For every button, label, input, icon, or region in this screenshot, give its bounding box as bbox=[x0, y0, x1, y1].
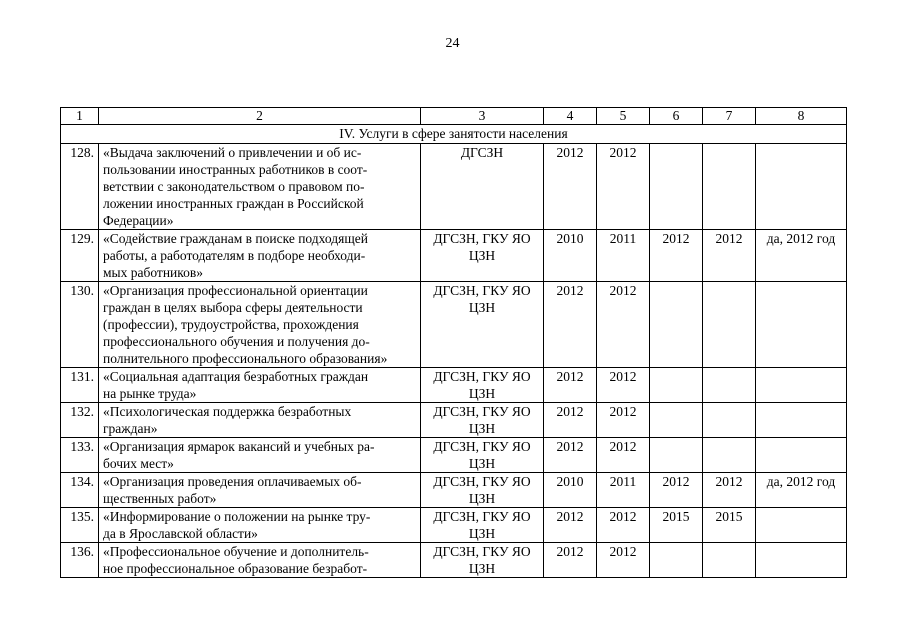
year-cell-5: 2012 bbox=[597, 508, 650, 543]
service-name-cell bbox=[99, 543, 421, 578]
responsible-org-cell bbox=[421, 368, 544, 403]
responsible-org-line: ДГСЗН, ГКУ ЯО bbox=[433, 231, 531, 246]
status-cell bbox=[756, 403, 847, 438]
responsible-org-cell bbox=[421, 144, 544, 230]
responsible-org-cell bbox=[421, 543, 544, 578]
year-cell-5: 2012 bbox=[597, 403, 650, 438]
column-header: 2 bbox=[99, 108, 421, 125]
year-cell-7 bbox=[703, 403, 756, 438]
status-cell: да, 2012 год bbox=[756, 230, 847, 282]
table-row bbox=[61, 282, 847, 368]
section-title: IV. Услуги в сфере занятости населения bbox=[61, 125, 847, 144]
service-name-line: «Профессиональное обучение и дополнитель- bbox=[103, 544, 369, 559]
year-cell-4: 2012 bbox=[544, 144, 597, 230]
status-cell bbox=[756, 368, 847, 403]
row-number: 135. bbox=[61, 508, 99, 543]
column-number-row bbox=[61, 108, 847, 125]
status-cell bbox=[756, 543, 847, 578]
service-name-line: ветствии с законодательством о правовом по- bbox=[103, 179, 365, 194]
year-cell-6: 2012 bbox=[650, 230, 703, 282]
service-name-line: «Организация профессиональной ориентации bbox=[103, 283, 368, 298]
year-cell-6: 2015 bbox=[650, 508, 703, 543]
year-cell-4: 2012 bbox=[544, 438, 597, 473]
column-header: 1 bbox=[61, 108, 99, 125]
row-number: 129. bbox=[61, 230, 99, 282]
responsible-org-cell bbox=[421, 403, 544, 438]
column-header: 4 bbox=[544, 108, 597, 125]
service-name-cell bbox=[99, 508, 421, 543]
year-cell-5: 2012 bbox=[597, 144, 650, 230]
row-number: 128. bbox=[61, 144, 99, 230]
responsible-org-line: ЦЗН bbox=[468, 300, 496, 315]
year-cell-5: 2011 bbox=[597, 473, 650, 508]
service-name-cell bbox=[99, 282, 421, 368]
year-cell-6 bbox=[650, 144, 703, 230]
responsible-org-line: ЦЗН bbox=[468, 456, 496, 471]
column-header: 8 bbox=[756, 108, 847, 125]
row-number: 134. bbox=[61, 473, 99, 508]
service-name-cell bbox=[99, 230, 421, 282]
service-name-line: пользовании иностранных работников в соот- bbox=[103, 162, 368, 177]
year-cell-5: 2012 bbox=[597, 543, 650, 578]
responsible-org-cell bbox=[421, 438, 544, 473]
responsible-org-line: ЦЗН bbox=[468, 561, 496, 576]
year-cell-5: 2012 bbox=[597, 438, 650, 473]
service-name-line: «Социальная адаптация безработных граждан bbox=[103, 369, 369, 384]
status-cell bbox=[756, 438, 847, 473]
services-table bbox=[60, 107, 847, 578]
responsible-org-line: ДГСЗН, ГКУ ЯО bbox=[433, 474, 531, 489]
column-header: 3 bbox=[421, 108, 544, 125]
year-cell-7 bbox=[703, 438, 756, 473]
responsible-org-cell bbox=[421, 508, 544, 543]
service-name-cell bbox=[99, 144, 421, 230]
service-name-line: ное профессиональное образование безработ- bbox=[103, 561, 368, 576]
service-name-cell bbox=[99, 438, 421, 473]
column-header: 6 bbox=[650, 108, 703, 125]
responsible-org-line: ЦЗН bbox=[468, 526, 496, 541]
service-name-line: «Организация ярмарок вакансий и учебных ра- bbox=[103, 439, 375, 454]
year-cell-4: 2010 bbox=[544, 473, 597, 508]
year-cell-7: 2015 bbox=[703, 508, 756, 543]
year-cell-6 bbox=[650, 543, 703, 578]
service-name-line: бочих мест» bbox=[103, 456, 174, 471]
responsible-org-line: ЦЗН bbox=[468, 491, 496, 506]
year-cell-6 bbox=[650, 438, 703, 473]
year-cell-4: 2012 bbox=[544, 543, 597, 578]
service-name-line: «Психологическая поддержка безработных bbox=[103, 404, 352, 419]
year-cell-7 bbox=[703, 543, 756, 578]
responsible-org-line: ЦЗН bbox=[468, 248, 496, 263]
service-name-line: «Выдача заключений о привлечении и об ис- bbox=[103, 145, 362, 160]
table-row bbox=[61, 508, 847, 543]
responsible-org-line: ДГСЗН bbox=[460, 145, 504, 160]
table-row bbox=[61, 403, 847, 438]
year-cell-5: 2012 bbox=[597, 282, 650, 368]
table-body bbox=[61, 108, 847, 578]
year-cell-6 bbox=[650, 282, 703, 368]
table-row bbox=[61, 473, 847, 508]
service-name-cell bbox=[99, 368, 421, 403]
row-number: 130. bbox=[61, 282, 99, 368]
responsible-org-line: ДГСЗН, ГКУ ЯО bbox=[433, 509, 531, 524]
year-cell-6: 2012 bbox=[650, 473, 703, 508]
year-cell-4: 2010 bbox=[544, 230, 597, 282]
status-cell bbox=[756, 144, 847, 230]
responsible-org-line: ДГСЗН, ГКУ ЯО bbox=[433, 404, 531, 419]
service-name-line: (профессии), трудоустройства, прохождения bbox=[103, 317, 359, 332]
year-cell-5: 2012 bbox=[597, 368, 650, 403]
year-cell-4: 2012 bbox=[544, 508, 597, 543]
year-cell-5: 2011 bbox=[597, 230, 650, 282]
year-cell-4: 2012 bbox=[544, 368, 597, 403]
table-row bbox=[61, 438, 847, 473]
responsible-org-line: ДГСЗН, ГКУ ЯО bbox=[433, 439, 531, 454]
service-name-line: полнительного профессионального образования» bbox=[103, 351, 388, 366]
year-cell-4: 2012 bbox=[544, 403, 597, 438]
row-number: 132. bbox=[61, 403, 99, 438]
row-number: 136. bbox=[61, 543, 99, 578]
service-name-line: на рынке труда» bbox=[103, 386, 197, 401]
service-name-cell bbox=[99, 473, 421, 508]
service-name-line: граждан в целях выбора сферы деятельности bbox=[103, 300, 363, 315]
section-row bbox=[61, 125, 847, 144]
service-name-cell bbox=[99, 403, 421, 438]
year-cell-7 bbox=[703, 282, 756, 368]
responsible-org-line: ЦЗН bbox=[468, 386, 496, 401]
service-name-line: Федерации» bbox=[103, 213, 174, 228]
responsible-org-line: ЦЗН bbox=[468, 421, 496, 436]
year-cell-4: 2012 bbox=[544, 282, 597, 368]
column-header: 7 bbox=[703, 108, 756, 125]
row-number: 133. bbox=[61, 438, 99, 473]
year-cell-6 bbox=[650, 368, 703, 403]
table-row bbox=[61, 144, 847, 230]
responsible-org-line: ДГСЗН, ГКУ ЯО bbox=[433, 283, 531, 298]
service-name-line: мых работников» bbox=[103, 265, 204, 280]
column-header: 5 bbox=[597, 108, 650, 125]
service-name-line: «Организация проведения оплачиваемых об- bbox=[103, 474, 362, 489]
status-cell bbox=[756, 508, 847, 543]
service-name-line: ложении иностранных граждан в Российской bbox=[103, 196, 364, 211]
responsible-org-cell bbox=[421, 473, 544, 508]
year-cell-7: 2012 bbox=[703, 230, 756, 282]
responsible-org-line: ДГСЗН, ГКУ ЯО bbox=[433, 369, 531, 384]
service-name-line: граждан» bbox=[103, 421, 158, 436]
status-cell: да, 2012 год bbox=[756, 473, 847, 508]
responsible-org-cell bbox=[421, 282, 544, 368]
row-number: 131. bbox=[61, 368, 99, 403]
status-cell bbox=[756, 282, 847, 368]
service-name-line: профессионального обучения и получения до- bbox=[103, 334, 370, 349]
service-name-line: да в Ярославской области» bbox=[103, 526, 258, 541]
page-number: 24 bbox=[445, 36, 460, 51]
year-cell-6 bbox=[650, 403, 703, 438]
service-name-line: «Содействие гражданам в поиске подходящей bbox=[103, 231, 368, 246]
year-cell-7 bbox=[703, 144, 756, 230]
table-row bbox=[61, 230, 847, 282]
table-row bbox=[61, 368, 847, 403]
responsible-org-cell bbox=[421, 230, 544, 282]
service-name-line: щественных работ» bbox=[103, 491, 217, 506]
year-cell-7 bbox=[703, 368, 756, 403]
service-name-line: работы, а работодателям в подборе необходи- bbox=[103, 248, 366, 263]
table-row bbox=[61, 543, 847, 578]
responsible-org-line: ДГСЗН, ГКУ ЯО bbox=[433, 544, 531, 559]
year-cell-7: 2012 bbox=[703, 473, 756, 508]
service-name-line: «Информирование о положении на рынке тру- bbox=[103, 509, 371, 524]
